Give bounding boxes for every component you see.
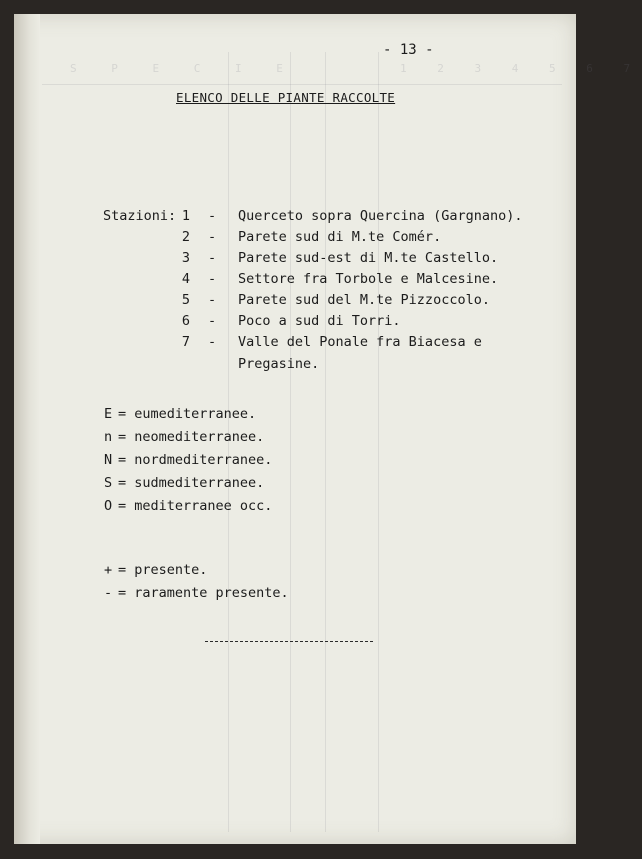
station-dash: -	[208, 334, 217, 350]
station-number: 7	[181, 334, 190, 350]
station-text: Settore fra Torbole e Malcesine.	[238, 271, 499, 287]
station-dash: -	[208, 229, 217, 245]
station-text: Querceto sopra Quercina (Gargnano).	[238, 208, 523, 224]
station-number: 1	[181, 208, 190, 224]
legend-text: = mediterranee occ.	[118, 498, 273, 514]
bleed-header: S P E C I E	[70, 62, 297, 75]
symbol-text: = presente.	[118, 562, 208, 578]
station-dash: -	[208, 313, 217, 329]
bleed-column-line	[290, 52, 291, 832]
station-dash: -	[208, 292, 217, 308]
symbol-text: = raramente presente.	[118, 585, 289, 601]
legend-text: = neomediterranee.	[118, 429, 265, 445]
legend-text: = eumediterranee.	[118, 406, 257, 422]
station-number: 3	[181, 250, 190, 266]
station-text-continuation: Pregasine.	[238, 356, 320, 372]
station-number: 5	[181, 292, 190, 308]
bleed-header: 1 2 3 4 5 6 7	[400, 62, 642, 75]
legend-symbol: N	[104, 452, 113, 468]
stations-label: Stazioni:	[103, 208, 177, 224]
document-page	[14, 14, 576, 844]
legend-symbol: E	[104, 406, 113, 422]
station-number: 6	[181, 313, 190, 329]
station-text: Parete sud del M.te Pizzoccolo.	[238, 292, 490, 308]
legend-symbol: n	[104, 429, 113, 445]
legend-text: = sudmediterranee.	[118, 475, 265, 491]
station-text: Parete sud di M.te Comér.	[238, 229, 442, 245]
station-number: 2	[181, 229, 190, 245]
page-title: ELENCO DELLE PIANTE RACCOLTE	[176, 90, 396, 105]
page-gutter	[14, 14, 40, 844]
station-text: Valle del Ponale fra Biacesa e	[238, 334, 482, 350]
page-number: - 13 -	[383, 42, 434, 58]
station-text: Poco a sud di Torri.	[238, 313, 401, 329]
symbol-sign: -	[104, 585, 113, 601]
station-dash: -	[208, 271, 217, 287]
legend-symbol: S	[104, 475, 113, 491]
station-dash: -	[208, 208, 217, 224]
legend-text: = nordmediterranee.	[118, 452, 273, 468]
bleed-column-line	[325, 52, 326, 832]
legend-symbol: O	[104, 498, 113, 514]
station-number: 4	[181, 271, 190, 287]
bleed-row-line	[42, 84, 562, 85]
station-text: Parete sud-est di M.te Castello.	[238, 250, 499, 266]
bleed-column-line	[378, 52, 379, 832]
section-divider	[205, 641, 373, 642]
symbol-sign: +	[104, 562, 113, 578]
station-dash: -	[208, 250, 217, 266]
